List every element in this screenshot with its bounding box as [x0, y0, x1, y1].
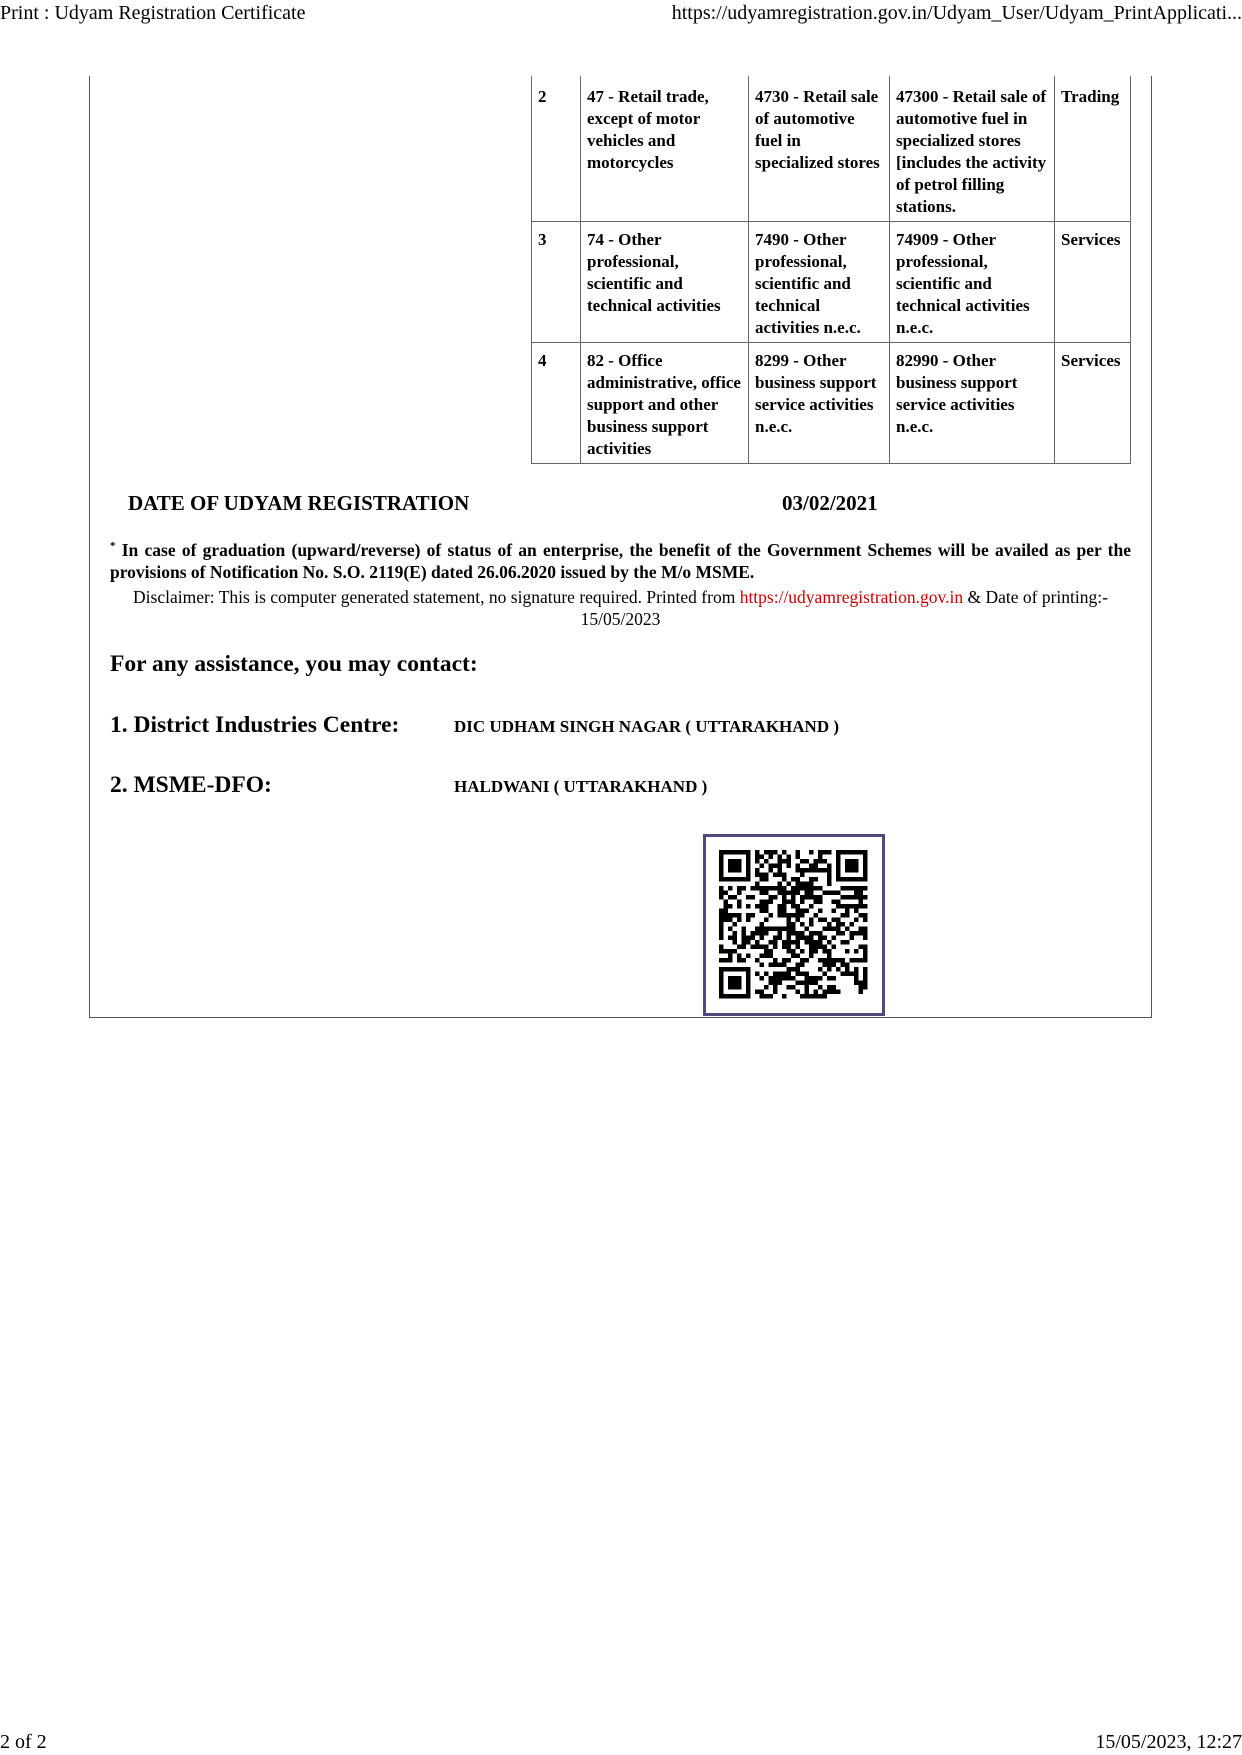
print-date-text: & Date of printing:- 15/05/2023 — [580, 587, 1108, 629]
graduation-note — [110, 535, 1131, 583]
disclaimer-text: Disclaimer: This is computer generated statement, no signature required. Printed from — [133, 587, 736, 607]
sno-cell: 4 — [532, 343, 581, 464]
print-title: Print : Udyam Registration Certificate — [0, 2, 306, 24]
registration-date-label: DATE OF UDYAM REGISTRATION — [128, 491, 470, 515]
activity-cell: Services — [1055, 222, 1131, 343]
disclaimer — [97, 586, 1144, 630]
nic-code-table — [531, 76, 1131, 464]
note-text: In case of graduation (upward/reverse) of status of an enterprise, the benefit of the Government Schemes will be availed as per the provisions of Notification No. S.O. 2119(E) dated 26.06.2020 issued by the M/o MSME. — [110, 539, 1132, 582]
sno-cell: 2 — [532, 76, 581, 222]
table-row — [532, 343, 1131, 464]
nic4-cell: 4730 - Retail sale of automotive fuel in specialized stores — [749, 76, 890, 222]
nic2-cell: 47 - Retail trade, except of motor vehicles and motorcycles — [581, 76, 749, 222]
table-row — [532, 76, 1131, 222]
note-asterisk: * — [110, 540, 116, 552]
page-url: https://udyamregistration.gov.in/Udyam_User/Udyam_PrintApplicati... — [671, 2, 1242, 24]
dic-label: 1. District Industries Centre: — [110, 712, 400, 738]
activity-cell: Services — [1055, 343, 1131, 464]
nic2-cell: 74 - Other professional, scientific and technical activities — [581, 222, 749, 343]
dic-value: DIC UDHAM SINGH NAGAR ( UTTARAKHAND ) — [454, 717, 840, 736]
table-row — [532, 222, 1131, 343]
registration-date-value: 03/02/2021 — [782, 491, 878, 515]
qr-code-icon — [703, 834, 885, 1016]
dfo-label: 2. MSME-DFO: — [110, 772, 272, 798]
nic5-cell: 74909 - Other professional, scientific and technical activities n.e.c. — [890, 222, 1055, 343]
assistance-heading: For any assistance, you may contact: — [110, 651, 478, 677]
nic4-cell: 8299 - Other business support service activities n.e.c. — [749, 343, 890, 464]
page-number: 2 of 2 — [0, 1731, 47, 1753]
nic5-cell: 47300 - Retail sale of automotive fuel in specialized stores [includes the activity of petrol filling stations. — [890, 76, 1055, 222]
activity-cell: Trading — [1055, 76, 1131, 222]
sno-cell: 3 — [532, 222, 581, 343]
qr-code-graphic — [706, 837, 882, 1013]
dfo-value: HALDWANI ( UTTARAKHAND ) — [454, 777, 708, 796]
portal-link[interactable]: https://udyamregistration.gov.in — [739, 587, 964, 607]
nic4-cell: 7490 - Other professional, scientific and technical activities n.e.c. — [749, 222, 890, 343]
nic5-cell: 82990 - Other business support service activities n.e.c. — [890, 343, 1055, 464]
nic2-cell: 82 - Office administrative, office support and other business support activities — [581, 343, 749, 464]
print-timestamp: 15/05/2023, 12:27 — [1095, 1731, 1242, 1753]
